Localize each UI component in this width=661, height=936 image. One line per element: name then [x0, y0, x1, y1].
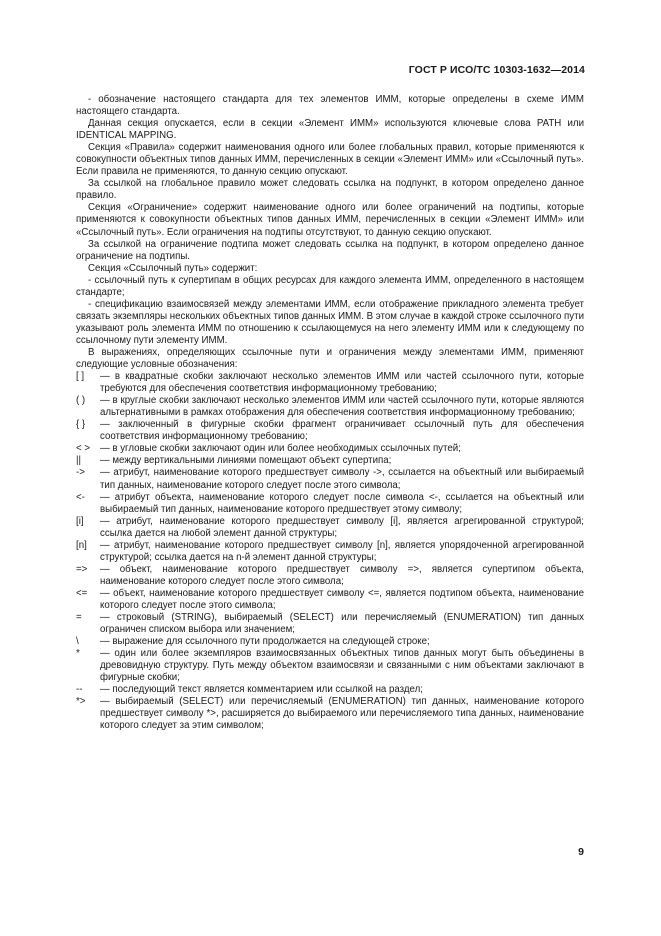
symbol-description: — в квадратные скобки заключают несколько элементов ИММ или частей ссылочного пути, которые требуются для обеспечения соответствия информационному требованию;	[100, 371, 584, 395]
symbol-row	[76, 696, 584, 732]
symbol-description: — объект, наименование которого предшествует символу =>, является супертипом объекта, наименование которого следует после этого символа;	[100, 563, 584, 587]
symbol-row	[76, 516, 584, 540]
symbol: ( )	[76, 395, 86, 407]
symbol-description: — выражение для ссылочного пути продолжается на следующей строке;	[100, 636, 430, 648]
symbol-description: — атрибут объекта, наименование которого следует после символа <-, ссылается на объектный или выбираемый тип данных, наименование которого предшествует этому символу;	[100, 491, 584, 515]
symbol-row	[76, 612, 584, 636]
symbol-description: — атрибут, наименование которого предшествует символу ->, ссылается на объектный или выбираемый тип данных, наименование которого следует после этого символа;	[100, 467, 584, 491]
symbol-row	[76, 455, 584, 467]
symbol-row	[76, 492, 584, 516]
symbol-row	[76, 588, 584, 612]
symbol: ->	[76, 467, 85, 479]
symbol: [i]	[76, 515, 84, 527]
symbol-description: — атрибут, наименование которого предшествует символу [i], является агрегированной структурой; ссылка дается на любой элемент данной структуры;	[100, 515, 584, 539]
symbol-row	[76, 564, 584, 588]
paragraph: Секция «Ограничение» содержит наименование одного или более ограничений на подтипы, которые применяются к совокупности объектных типов данных ИММ, перечисленных в секции «Элемент ИММ» или «Ссылочный путь». Если ограничения на подтипы отсутствуют, то данную секцию опускают.	[76, 202, 584, 238]
list-item: - спецификацию взаимосвязей между элементами ИММ, если отображение прикладного элемента требует связать экземпляры нескольких объектных типов данных ИММ. В этом случае в каждой строке ссылочного пути указывают роль элемента ИММ по отношению к ссылающемуся на него элементу ИММ или к следующему по ссылочному пути элементу ИММ.	[76, 298, 584, 346]
symbol-row	[76, 443, 584, 455]
paragraph: - обозначение настоящего стандарта для тех элементов ИММ, которые определены в схеме ИММ настоящего стандарта.	[76, 94, 584, 118]
symbol: =	[76, 612, 82, 624]
page-number: 9	[578, 846, 584, 858]
symbol: < >	[76, 443, 91, 455]
symbol-list	[76, 371, 584, 732]
symbol-description: — последующий текст является комментарием или ссылкой на раздел;	[100, 684, 423, 696]
symbol-description: — строковый (STRING), выбираемый (SELECT) или перечисляемый (ENUMERATION) тип данных ограничен списком выбора или значением;	[100, 612, 584, 636]
symbol-description: — заключенный в фигурные скобки фрагмент ограничивает ссылочный путь для обеспечения соответствия информационному требованию;	[100, 419, 584, 443]
symbol: ||	[76, 455, 82, 467]
symbol: <-	[76, 491, 85, 503]
symbol-row	[76, 467, 584, 491]
symbol-row	[76, 648, 584, 684]
list-item: - ссылочный путь к супертипам в общих ресурсах для каждого элемента ИММ, определенного в настоящем стандарте;	[76, 274, 584, 298]
symbol-description: — выбираемый (SELECT) или перечисляемый (ENUMERATION) тип данных, наименование которого предшествует символу *>, расширяется до выбираемого или перечисляемого типа данных, наименование которого следует за этим символом;	[100, 696, 584, 732]
symbol-description: — в угловые скобки заключают один или более необходимых ссылочных путей;	[100, 443, 461, 455]
symbol: --	[76, 684, 83, 696]
symbol: =>	[76, 563, 88, 575]
paragraph: За ссылкой на ограничение подтипа может следовать ссылка на подпункт, в котором определено данное ограничение на подтипы.	[76, 238, 584, 262]
symbol-row	[76, 540, 584, 564]
paragraph: За ссылкой на глобальное правило может следовать ссылка на подпункт, в котором определено данное правило.	[76, 178, 584, 202]
symbol-description: — объект, наименование которого предшествует символу <=, является подтипом объекта, наименование которого следует после этого символа;	[100, 587, 584, 611]
symbol-row	[76, 419, 584, 443]
symbol: *	[76, 648, 80, 660]
symbol-row	[76, 395, 584, 419]
symbol: [n]	[76, 539, 87, 551]
paragraph: Секция «Ссылочный путь» содержит:	[88, 262, 258, 274]
paragraph: Секция «Правила» содержит наименования одного или более глобальных правил, которые применяются к совокупности объектных типов данных ИММ, перечисленных в секции «Элемент ИММ» или «Ссылочный путь». Если правила не применяются, то данную секцию опускают.	[76, 142, 584, 178]
symbol-description: — в круглые скобки заключают несколько элементов ИММ или частей ссылочного пути, которые являются альтернативными в рамках отображения для обеспечения соответствия информационному требованию;	[100, 395, 584, 419]
symbol-description: — один или более экземпляров взаимосвязанных объектных типов данных могут быть объединены в древовидную структуру. Путь между объектом взаимосвязи и связанными с ним объектами заключают в фигурные скобки;	[100, 648, 584, 684]
symbol: { }	[76, 419, 86, 431]
symbol: *>	[76, 696, 86, 708]
paragraph: В выражениях, определяющих ссылочные пути и ограничения между элементами ИММ, применяют следующие условные обозначения:	[76, 346, 584, 371]
symbol-row	[76, 371, 584, 395]
paragraph: Данная секция опускается, если в секции «Элемент ИММ» используются ключевые слова PATH или IDENTICAL MAPPING.	[76, 118, 584, 142]
symbol-row	[76, 636, 584, 648]
symbol: \	[76, 636, 79, 648]
symbol-description: — между вертикальными линиями помещают объект супертипа;	[100, 455, 392, 467]
document-body	[76, 94, 584, 732]
document-header: ГОСТ Р ИСО/ТС 10303-1632—2014	[408, 64, 585, 76]
symbol: <=	[76, 587, 88, 599]
symbol-row	[76, 684, 584, 696]
symbol-description: — атрибут, наименование которого предшествует символу [n], является упорядоченной агрегированной структурой; ссылка дается на n-й элемент данной структуры;	[100, 539, 584, 563]
symbol: [ ]	[76, 371, 85, 383]
